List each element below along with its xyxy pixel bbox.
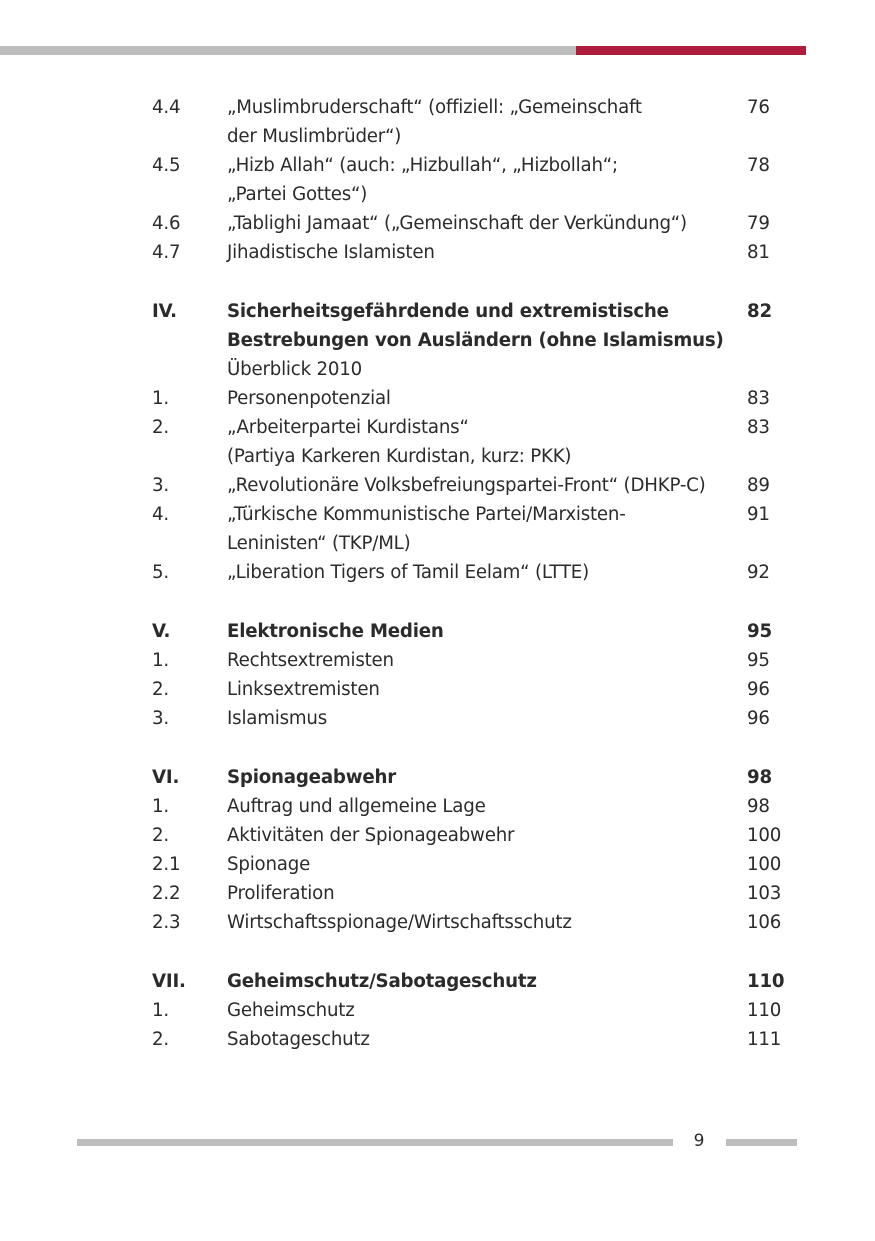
toc-page: 76: [747, 97, 770, 118]
top-rule-red: [576, 46, 806, 55]
toc-entry: [152, 93, 792, 151]
toc-page: 98: [747, 767, 772, 788]
toc-number: 1.: [152, 1000, 169, 1021]
toc-title: Überblick 2010: [227, 359, 362, 380]
toc-number: 2.2: [152, 883, 181, 904]
toc-number: 2.1: [152, 854, 181, 875]
toc-number: 2.: [152, 825, 169, 846]
toc-title: „Tablighi Jamaat“ („Gemeinschaft der Verkündung“): [227, 213, 687, 234]
toc-page: 91: [747, 504, 770, 525]
toc-page: 111: [747, 1029, 782, 1050]
toc-title: Auftrag und allgemeine Lage: [227, 796, 486, 817]
toc-page: 110: [747, 971, 785, 992]
toc-entry: [152, 384, 792, 413]
toc-number: 2.: [152, 1029, 169, 1050]
toc-page: 81: [747, 242, 770, 263]
toc-page: 79: [747, 213, 770, 234]
toc-number: 5.: [152, 562, 169, 583]
toc-title: „Hizb Allah“ (auch: „Hizbullah“, „Hizbollah“; „Partei Gottes“): [227, 155, 618, 205]
toc-title: Geheimschutz: [227, 1000, 355, 1021]
toc-number: V.: [152, 621, 171, 642]
toc-title: Linksextremisten: [227, 679, 380, 700]
toc-entry: [152, 704, 792, 733]
toc-page: 100: [747, 854, 782, 875]
toc-number: 2.: [152, 417, 169, 438]
toc-number: IV.: [152, 301, 177, 322]
toc-entry: [152, 471, 792, 500]
top-rule-gray: [0, 46, 576, 55]
toc-number: VI.: [152, 767, 180, 788]
toc-entry: [152, 151, 792, 209]
toc-entry: [152, 821, 792, 850]
toc-number: 1.: [152, 796, 169, 817]
table-of-contents: [152, 93, 792, 1054]
toc-section-heading: [152, 617, 792, 646]
toc-entry: [152, 413, 792, 471]
toc-entry: [152, 996, 792, 1025]
toc-title: „Muslimbruderschaft“ (offiziell: „Gemeinschaft der Muslimbrüder“): [227, 97, 642, 147]
page-number: 9: [693, 1131, 705, 1151]
toc-page: 83: [747, 388, 770, 409]
toc-page: 95: [747, 650, 770, 671]
toc-entry: [152, 500, 792, 558]
toc-page: 98: [747, 796, 770, 817]
toc-entry: [152, 355, 792, 384]
toc-title: Sabotageschutz: [227, 1029, 370, 1050]
toc-entry: [152, 792, 792, 821]
toc-number: 4.6: [152, 213, 181, 234]
toc-title: Wirtschaftsspionage/Wirtschaftsschutz: [227, 912, 572, 933]
toc-title: Aktivitäten der Spionageabwehr: [227, 825, 515, 846]
toc-title: Spionageabwehr: [227, 767, 396, 788]
toc-number: 1.: [152, 650, 169, 671]
toc-title: „Türkische Kommunistische Partei/Marxisten- Leninisten“ (TKP/ML): [227, 504, 626, 554]
toc-page: 92: [747, 562, 770, 583]
toc-entry: [152, 1025, 792, 1054]
toc-entry: [152, 908, 792, 937]
toc-number: 2.: [152, 679, 169, 700]
toc-number: 3.: [152, 708, 169, 729]
toc-entry: [152, 675, 792, 704]
toc-number: 4.4: [152, 97, 181, 118]
toc-title: „Liberation Tigers of Tamil Eelam“ (LTTE): [227, 562, 589, 583]
toc-page: [747, 355, 792, 384]
toc-page: 96: [747, 679, 770, 700]
footer-rule-left: [77, 1139, 673, 1146]
toc-title: „Arbeiterpartei Kurdistans“ (Partiya Karkeren Kurdistan, kurz: PKK): [227, 417, 572, 467]
toc-page: 95: [747, 621, 772, 642]
toc-number: [152, 355, 227, 384]
toc-title: Islamismus: [227, 708, 328, 729]
toc-title: Geheimschutz/Sabotageschutz: [227, 971, 537, 992]
toc-page: 78: [747, 155, 770, 176]
toc-number: 3.: [152, 475, 169, 496]
toc-page: 100: [747, 825, 782, 846]
toc-entry: [152, 558, 792, 587]
toc-section-heading: [152, 967, 792, 996]
toc-title: Proliferation: [227, 883, 335, 904]
toc-section-heading: [152, 297, 792, 355]
toc-page: 83: [747, 417, 770, 438]
toc-title: „Revolutionäre Volksbefreiungspartei-Front“ (DHKP-C): [227, 475, 706, 496]
toc-number: 4.5: [152, 155, 181, 176]
toc-entry: [152, 879, 792, 908]
toc-number: 1.: [152, 388, 169, 409]
toc-title: Personenpotenzial: [227, 388, 391, 409]
toc-number: 4.: [152, 504, 169, 525]
toc-number: 2.3: [152, 912, 181, 933]
toc-page: 106: [747, 912, 782, 933]
toc-entry: [152, 238, 792, 267]
toc-number: 4.7: [152, 242, 181, 263]
toc-entry: [152, 209, 792, 238]
toc-page: 82: [747, 301, 772, 322]
toc-number: VII.: [152, 971, 186, 992]
footer-rule-right: [726, 1139, 797, 1146]
toc-title: Sicherheitsgefährdende und extremistische Bestrebungen von Ausländern (ohne Islamismus): [227, 301, 724, 351]
toc-title: Jihadistische Islamisten: [227, 242, 435, 263]
toc-section-heading: [152, 763, 792, 792]
toc-title: Spionage: [227, 854, 311, 875]
toc-title: Rechtsextremisten: [227, 650, 394, 671]
toc-page: 110: [747, 1000, 782, 1021]
toc-entry: [152, 850, 792, 879]
toc-page: 89: [747, 475, 770, 496]
toc-title: Elektronische Medien: [227, 621, 444, 642]
toc-page: 96: [747, 708, 770, 729]
toc-page: 103: [747, 883, 782, 904]
toc-entry: [152, 646, 792, 675]
